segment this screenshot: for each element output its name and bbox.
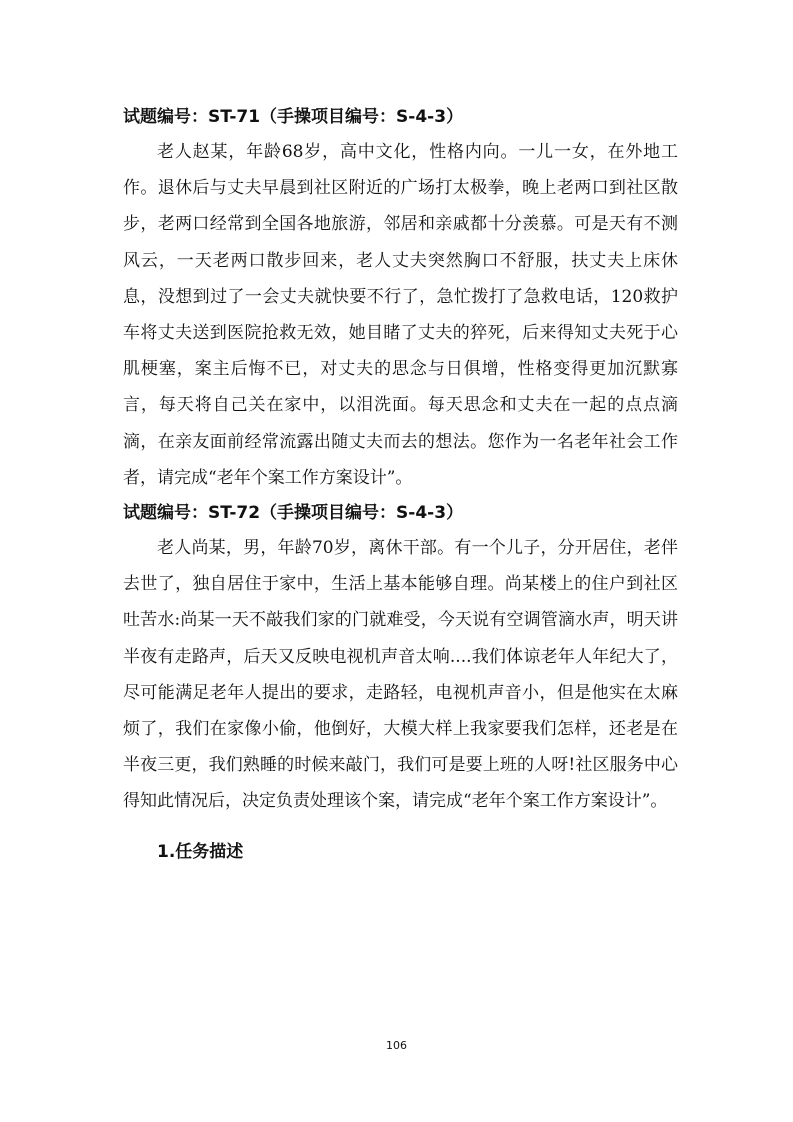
page-content	[123, 100, 678, 869]
question-heading-st72: 试题编号：ST-72（手操项目编号：S-4-3）	[123, 503, 464, 524]
task-description-heading: 1.任务描述	[157, 841, 244, 862]
page-number: 106	[386, 1039, 407, 1052]
question-body-st71: 老人赵某，年龄68岁，高中文化，性格内向。一儿一女，在外地工作。退休后与丈夫早晨到社区附近的广场打太极拳，晚上老两口到社区散步，老两口经常到全国各地旅游，邻居和亲戚都十分羡慕。可是天有不测风云，一天老两口散步回来，老人丈夫突然胸口不舒服，扶丈夫上床休息，没想到过了一会丈夫就快要不行了，急忙拨打了急救电话，120救护车将丈夫送到医院抢救无效，她目睹了丈夫的猝死，后来得知丈夫死于心肌梗塞，案主后悔不已，对丈夫的思念与日俱增，性格变得更加沉默寡言，每天将自己关在家中，以泪洗面。每天思念和丈夫在一起的点点滴滴，在亲友面前经常流露出随丈夫而去的想法。您作为一名老年社会工作者，请完成“老年个案工作方案设计”。	[123, 142, 678, 488]
question-heading-st71: 试题编号：ST-71（手操项目编号：S-4-3）	[123, 107, 464, 127]
question-body-st72: 老人尚某，男，年龄70岁，离休干部。有一个儿子，分开居住，老伴去世了，独自居住于家中，生活上基本能够自理。尚某楼上的住户到社区吐苦水:尚某一天不敲我们家的门就难受，今天说有空调管滴水声，明天讲半夜有走路声，后天又反映电视机声音太响....我们体谅老年人年纪大了，尽可能满足老年人提出的要求，走路轻，电视机声音小，但是他实在太麻烦了，我们在家像小偷，他倒好，大模大样上我家要我们怎样，还老是在半夜三更，我们熟睡的时候来敲门，我们可是要上班的人呀!社区服务中心得知此情况后，决定负责处理该个案，请完成“老年个案工作方案设计”。	[123, 538, 678, 812]
